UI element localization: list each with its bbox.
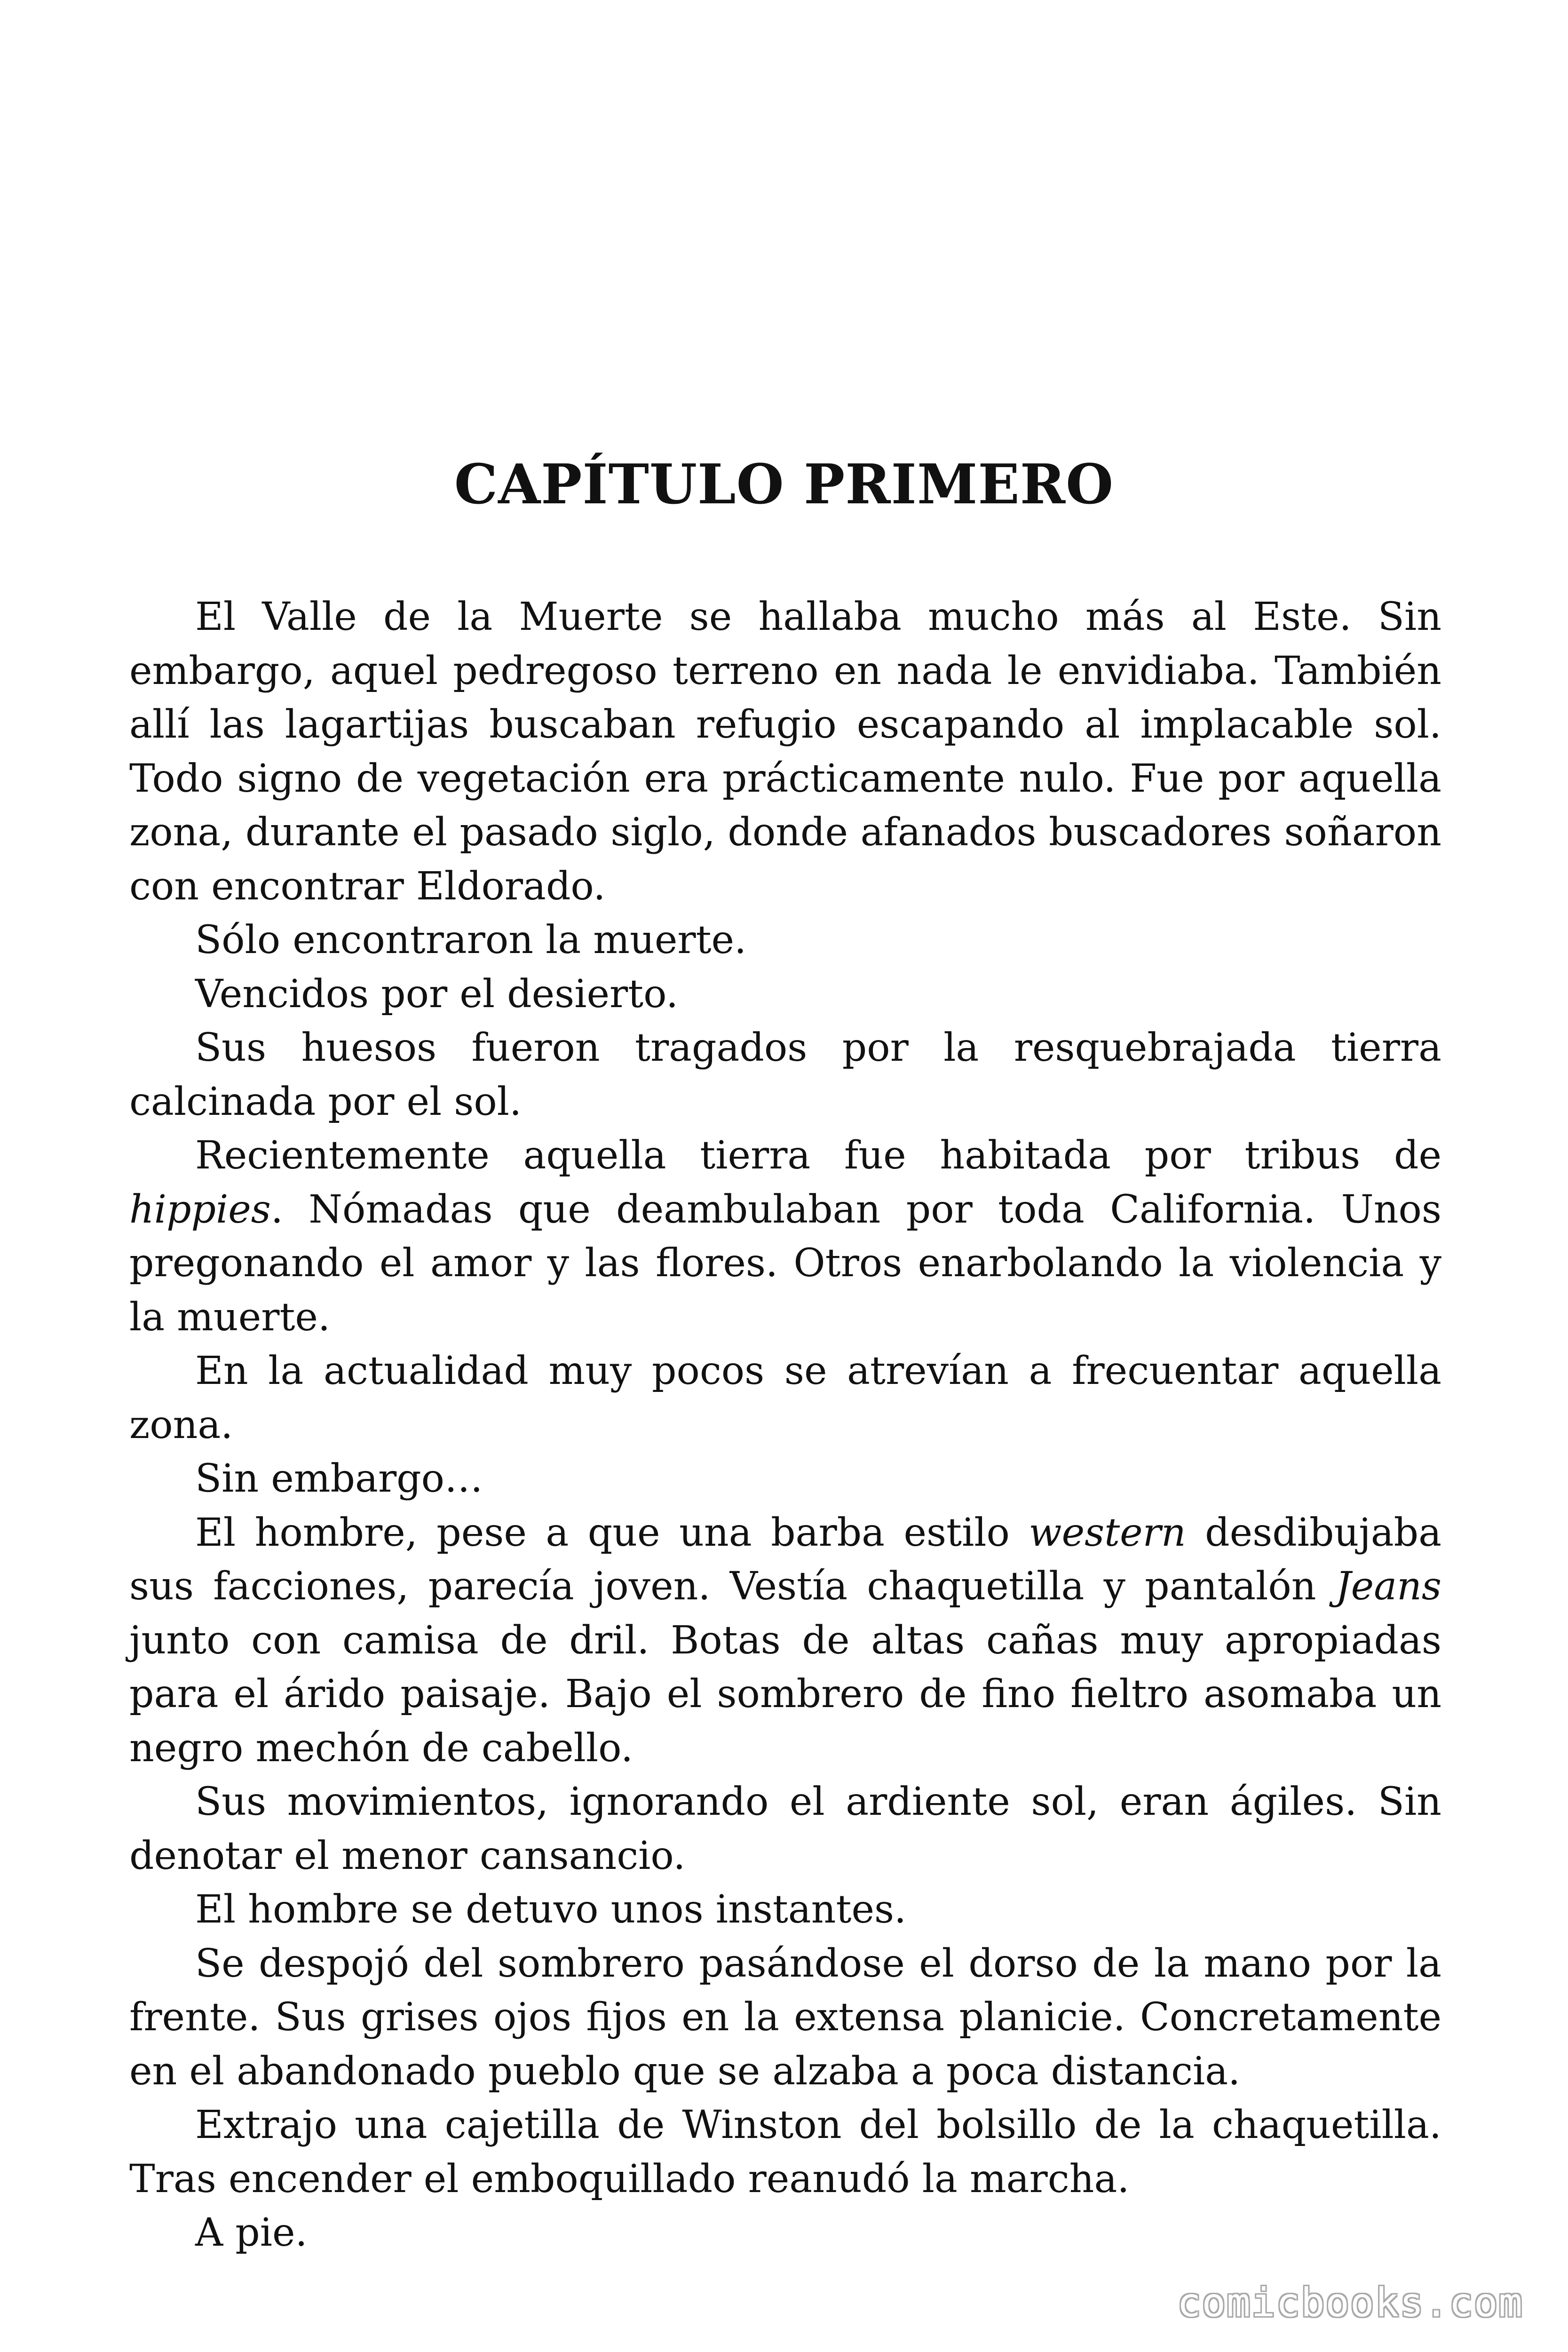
paragraph — [129, 1506, 1441, 1776]
paragraph: Sus movimientos, ignorando el ardiente sol, eran ágiles. Sin denotar el menor cansancio. — [129, 1780, 1441, 1878]
italic-word: western — [1029, 1510, 1186, 1555]
paragraph-text: junto con camisa de dril. Botas de altas cañas muy apropiadas para el árido paisaje. Bajo el sombrero de fino fieltro asomaba un negro mechón de cabello. — [129, 1618, 1441, 1771]
italic-word: hippies — [129, 1187, 271, 1232]
paragraph — [129, 1129, 1441, 1344]
chapter-body — [129, 590, 1441, 2260]
paragraph: Extrajo una cajetilla de Winston del bolsillo de la chaquetilla. Tras encender el emboquillado reanudó la marcha. — [129, 2103, 1441, 2201]
paragraph-text: . Nómadas que deambulaban por toda California. Unos pregonando el amor y las flores. Otros enarbolando la violencia y la muerte. — [129, 1187, 1441, 1340]
paragraph: El Valle de la Muerte se hallaba mucho más al Este. Sin embargo, aquel pedregoso terreno en nada le envidiaba. También allí las lagartijas buscaban refugio escapando al implacable sol. Todo signo de vegetación era prácticamente nulo. Fue por aquella zona, durante el pasado siglo, donde afanados buscadores soñaron con encontrar Eldorado. — [129, 595, 1441, 909]
paragraph: Sus huesos fueron tragados por la resquebrajada tierra calcinada por el sol. — [129, 1025, 1441, 1124]
paragraph: El hombre se detuvo unos instantes. — [195, 1887, 907, 1932]
paragraph-text: El hombre, pese a que una barba estilo — [195, 1510, 1029, 1555]
chapter-title: CAPÍTULO PRIMERO — [454, 453, 1114, 516]
watermark: comicbooks.com — [1177, 2280, 1523, 2326]
italic-word: Jeans — [1335, 1564, 1441, 1609]
paragraph: A pie. — [195, 2210, 308, 2255]
paragraph-text: Recientemente aquella tierra fue habitada por tribus de — [195, 1133, 1441, 1178]
paragraph: Sin embargo… — [195, 1456, 483, 1501]
paragraph-text: desdibujaba sus facciones, parecía joven. Vestía chaquetilla y pantalón — [129, 1510, 1441, 1609]
paragraph: Se despojó del sombrero pasándose el dorso de la mano por la frente. Sus grises ojos fijos en la extensa planicie. Concretamente en el abandonado pueblo que se alzaba a poca distancia. — [129, 1941, 1441, 2094]
paragraph: Vencidos por el desierto. — [195, 971, 679, 1017]
paragraph: Sólo encontraron la muerte. — [195, 918, 747, 962]
paragraph: En la actualidad muy pocos se atrevían a frecuentar aquella zona. — [129, 1349, 1441, 1447]
